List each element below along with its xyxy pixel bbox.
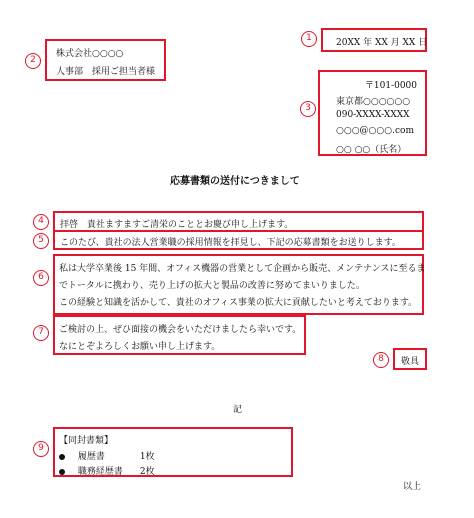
purpose-box <box>53 230 424 250</box>
enclosure-item-2-name: 職務経歴書 <box>77 467 123 477</box>
marker-7: 7 <box>33 325 49 341</box>
enclosure-item-1-name: 履歴書 <box>77 452 105 462</box>
pr-line-3: この経験と知識を活かして、貴社のオフィス事業の拡大に貢献したいと考えております。 <box>59 298 418 308</box>
enclosures-header: 【同封書類】 <box>59 436 114 446</box>
sender-phone: 090-XXXX-XXXX <box>336 110 410 120</box>
ijou-text: 以上 <box>403 482 422 492</box>
sender-postal: 〒101-0000 <box>364 81 417 91</box>
closing-line-1: ご検討の上、ぜひ面接の機会をいただけましたら幸いです。 <box>59 325 302 335</box>
enclosure-item-2-qty: 2枚 <box>139 467 155 477</box>
pr-box <box>53 254 424 315</box>
keigu-text: 敬具 <box>401 357 420 367</box>
marker-5: 5 <box>33 233 49 249</box>
marker-8: 8 <box>373 352 389 368</box>
enclosure-item-1-qty: 1枚 <box>139 452 155 462</box>
marker-9: 9 <box>33 441 49 457</box>
enclosures-box <box>53 427 293 477</box>
sender-box <box>318 70 427 156</box>
closing-box <box>53 315 306 355</box>
letter-date: 20XX 年 XX 月 XX 日 <box>336 38 428 48</box>
purpose-text: このたび、貴社の法人営業職の採用情報を拝見し、下記の応募書類をお送りします。 <box>60 238 401 248</box>
marker-4: 4 <box>33 214 49 230</box>
pr-line-2: でトータルに携わり、売り上げの拡大と製品の改善に努めてまいりました。 <box>59 281 365 291</box>
greeting-box <box>53 211 424 232</box>
letter-subject: 応募書類の送付につきまして <box>170 176 300 187</box>
closing-line-2: なにとぞよろしくお願い申し上げます。 <box>59 342 221 352</box>
marker-6: 6 <box>33 270 49 286</box>
sender-email: ○○○@○○○.com <box>336 126 414 136</box>
date-box <box>321 28 427 52</box>
sender-address: 東京都○○○○○○ <box>336 97 411 107</box>
recipient-department: 人事部 採用ご担当者様 <box>56 67 156 77</box>
keigu-box <box>393 348 427 370</box>
enclosure-item-1 <box>59 449 155 462</box>
enclosure-item-2 <box>59 464 155 477</box>
sender-name: ○○ ○○（氏名） <box>336 145 407 155</box>
pr-line-1: 私は大学卒業後 15 年間、オフィス機器の営業として企画から販売、メンテナンスに至るま <box>59 264 426 274</box>
marker-2: 2 <box>25 53 41 69</box>
recipient-company: 株式会社○○○○ <box>56 49 124 59</box>
greeting-text: 拝啓 貴社ますますご清栄のこととお慶び申し上げます。 <box>60 220 294 230</box>
recipient-box <box>45 39 166 81</box>
marker-1: 1 <box>301 31 317 47</box>
ki-label: 記 <box>233 405 243 415</box>
marker-3: 3 <box>300 101 316 117</box>
